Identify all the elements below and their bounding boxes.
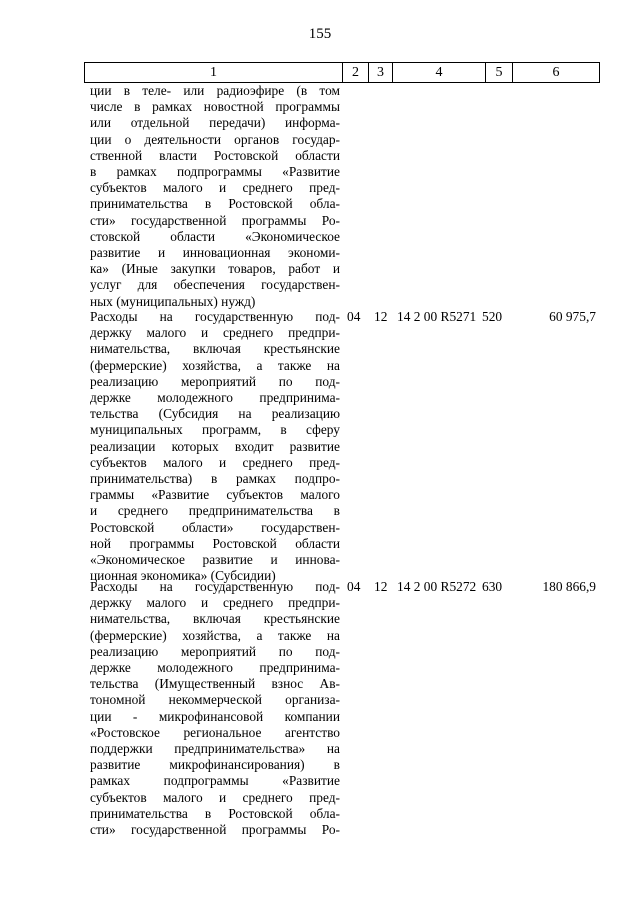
row-2-col4: 14 2 00 R5272 xyxy=(397,579,477,594)
text-line: граммы «Развитие субъектов малого xyxy=(90,487,340,503)
text-line: развитие микрофинансирования) в xyxy=(90,757,340,773)
text-line: принимательства в Ростовской обла- xyxy=(90,805,340,821)
column-header-6: 6 xyxy=(552,65,560,80)
text-line: субъектов малого и среднего пред- xyxy=(90,454,340,470)
text-line: (фермерские) хозяйства, а также на xyxy=(90,357,340,373)
row-2-col5: 630 xyxy=(482,579,503,594)
row-1-col3: 12 xyxy=(374,309,388,324)
text-line: Расходы на государственную под- xyxy=(90,579,340,594)
text-line: реализацию мероприятий по под- xyxy=(90,643,340,659)
text-line: держке молодежного предпринима- xyxy=(90,660,340,676)
text-line: сти» государственной программы Ро- xyxy=(90,822,340,838)
text-line: рамках подпрограммы «Развитие xyxy=(90,773,340,789)
row-1-col5: 520 xyxy=(482,309,503,324)
text-line: держку малого и среднего предпри- xyxy=(90,325,340,341)
column-header-3: 3 xyxy=(369,63,393,82)
text-line: нимательства, включая крестьянские xyxy=(90,611,340,627)
text-line: стовской области «Экономическое xyxy=(90,228,340,244)
text-line: принимательства в Ростовской обла- xyxy=(90,196,340,212)
text-line: или отдельной передачи) информа- xyxy=(90,115,340,131)
text-line: ка» (Иные закупки товаров, работ и xyxy=(90,261,340,277)
row-2-description xyxy=(90,579,340,838)
row-2-col3: 12 xyxy=(374,579,388,594)
row-0-description xyxy=(90,83,340,310)
text-line: тельства (Имущественный взнос Ав- xyxy=(90,676,340,692)
text-line: субъектов малого и среднего пред- xyxy=(90,180,340,196)
text-line: поддержки предпринимательства» на xyxy=(90,741,340,757)
text-line: принимательства) в рамках подпро- xyxy=(90,471,340,487)
text-line: ции о деятельности органов государ- xyxy=(90,131,340,147)
text-line: держке молодежного предпринима- xyxy=(90,390,340,406)
row-1-col6: 60 975,7 xyxy=(549,309,596,324)
text-line: числе в рамках новостной программы xyxy=(90,99,340,115)
text-line: в рамках подпрограммы «Развитие xyxy=(90,164,340,180)
text-line: «Экономическое развитие и иннова- xyxy=(90,552,340,568)
text-line: развитие и инновационная экономи- xyxy=(90,245,340,261)
text-line: услуг для обеспечения государствен- xyxy=(90,277,340,293)
text-line: нимательства, включая крестьянские xyxy=(90,341,340,357)
text-line: муниципальных программ, в сферу xyxy=(90,422,340,438)
text-line: субъектов малого и среднего пред- xyxy=(90,789,340,805)
row-1-col4: 14 2 00 R5271 xyxy=(397,309,477,324)
text-line: ной программы Ростовской области xyxy=(90,535,340,551)
table-header xyxy=(84,62,600,83)
text-line: реализации которых входит развитие xyxy=(90,438,340,454)
text-line: ционная экономика» (Субсидии) xyxy=(90,568,276,584)
row-2-col6: 180 866,9 xyxy=(542,579,596,594)
text-line: ственной власти Ростовской области xyxy=(90,147,340,163)
text-line: ции в теле- или радиоэфире (в том xyxy=(90,83,340,98)
page-number: 155 xyxy=(308,26,332,42)
text-line: и среднего предпринимательства в xyxy=(90,503,340,519)
row-1-col2: 04 xyxy=(347,309,361,324)
column-header-2: 2 xyxy=(343,63,369,82)
text-line: (фермерские) хозяйства, а также на xyxy=(90,627,340,643)
text-line: ных (муниципальных) нужд) xyxy=(90,293,256,309)
row-2-col2: 04 xyxy=(347,579,361,594)
text-line: тельства (Субсидия на реализацию xyxy=(90,406,340,422)
text-line: тономной некоммерческой организа- xyxy=(90,692,340,708)
column-header-5: 5 xyxy=(486,63,513,82)
text-line: реализацию мероприятий по под- xyxy=(90,373,340,389)
text-line: сти» государственной программы Ро- xyxy=(90,212,340,228)
text-line: ции - микрофинансовой компании xyxy=(90,708,340,724)
text-line: Расходы на государственную под- xyxy=(90,309,340,324)
text-line: Ростовской области» государствен- xyxy=(90,519,340,535)
row-1-description xyxy=(90,309,340,584)
column-header-4: 4 xyxy=(393,63,486,82)
text-line: «Ростовское региональное агентство xyxy=(90,724,340,740)
text-line: держку малого и среднего предпри- xyxy=(90,595,340,611)
column-header-1: 1 xyxy=(85,63,343,82)
